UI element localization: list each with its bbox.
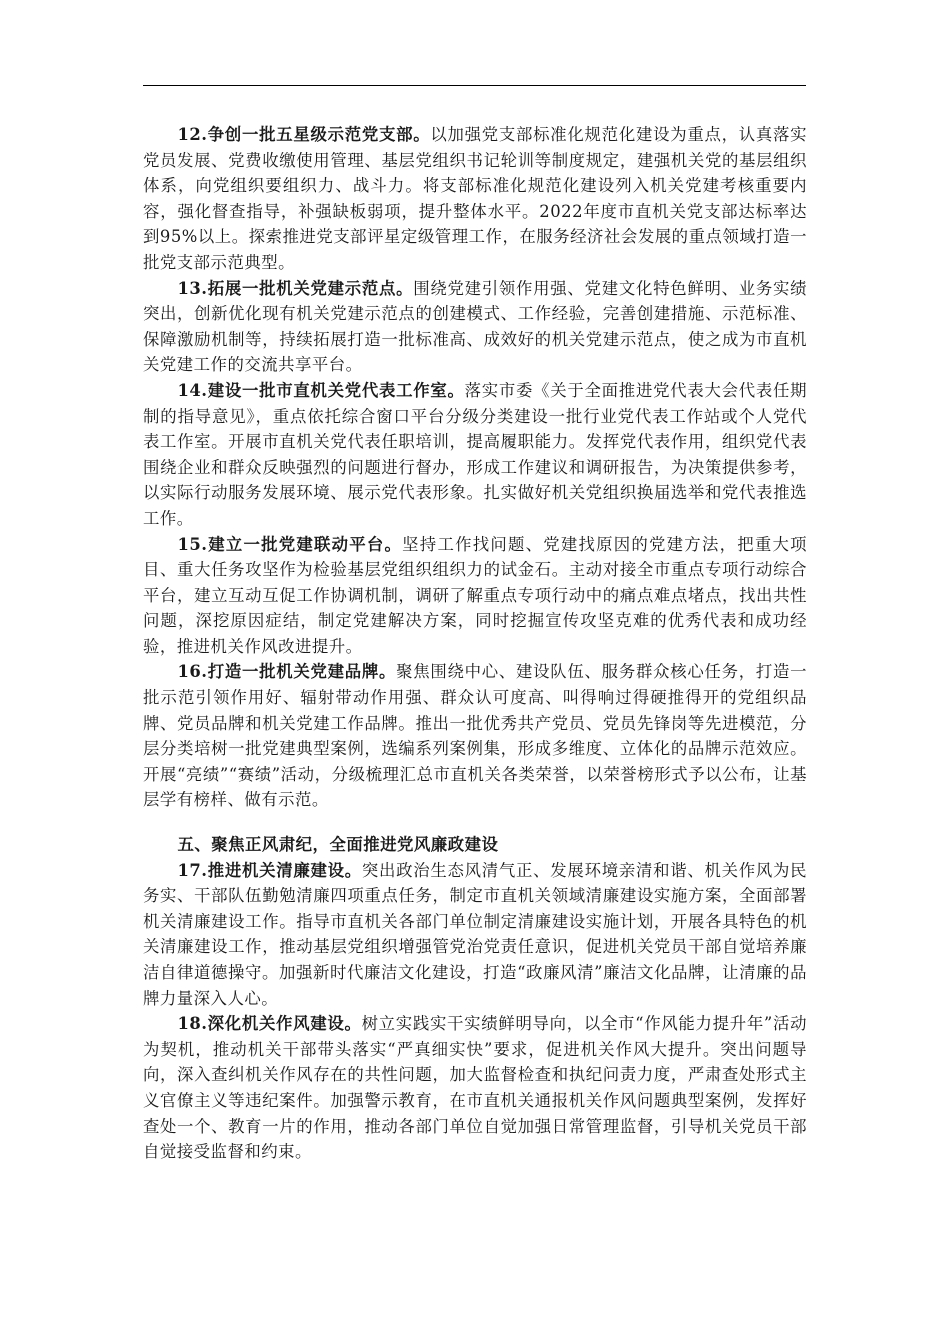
item-heading: 17.推进机关清廉建设。	[177, 860, 362, 880]
item-heading: 12.争创一批五星级示范党支部。	[177, 125, 431, 144]
paragraph-item-12	[143, 122, 807, 276]
item-text: 突出政治生态风清气正、发展环境亲清和谐、机关作风为民务实、干部队伍勤勉清廉四项重点任务，制定市直机关领域清廉建设实施方案，全面部署机关清廉建设工作。指导市直机关各部门单位制定清廉建设实施计划，开展各具特色的机关清廉建设工作，推动基层党组织增强管党治党责任意识，促进机关党员干部自觉培养廉洁自律道德操守。加强新时代廉洁文化建设，打造“政廉风清”廉洁文化品牌，让清廉的品牌力量深入人心。	[143, 860, 808, 1008]
item-text: 坚持工作找问题、党建找原因的党建方法，把重大项目、重大任务攻坚作为检验基层党组织组织力的试金石。主动对接全市重点专项行动综合平台，建立互动互促工作协调机制，调研了解重点专项行动中的痛点难点堵点，找出共性问题，深挖原因症结，制定党建解决方案，同时挖掘宣传攻坚克难的优秀代表和成功经验，推进机关作风改进提升。	[143, 534, 808, 656]
item-text: 以加强党支部标准化规范化建设为重点，认真落实党员发展、党费收缴使用管理、基层党组织书记轮训等制度规定，建强机关党的基层组织体系，向党组织要组织力、战斗力。将支部标准化规范化建设列入机关党建考核重要内容，强化督查指导，补强缺板弱项，提升整体水平。2022年度市直机关党支部达标率达到95%以上。探索推进党支部评星定级管理工作，在服务经济社会发展的重点领域打造一批党支部示范典型。	[143, 125, 808, 272]
section-heading: 五、聚焦正风肃纪，全面推进党风廉政建设	[177, 835, 499, 855]
item-text: 围绕党建引领作用强、党建文化特色鲜明、业务实绩突出，创新优化现有机关党建示范点的创建模式、工作经验，完善创建措施、示范标准、保障激励机制等，持续拓展打造一批标准高、成效好的机关党建示范点，使之成为市直机关党建工作的交流共享平台。	[143, 278, 808, 375]
item-heading: 13.拓展一批机关党建示范点。	[177, 278, 414, 298]
paragraph-item-13	[143, 276, 807, 378]
paragraph-item-16	[143, 659, 807, 813]
item-heading: 16.打造一批机关党建品牌。	[177, 662, 397, 682]
item-text: 聚焦围绕中心、建设队伍、服务群众核心任务，打造一批示范引领作用好、辐射带动作用强、群众认可度高、叫得响过得硬推得开的党组织品牌、党员品牌和机关党建工作品牌。推出一批优秀共产党员、党员先锋岗等先进模范，分层分类培树一批党建典型案例，选编系列案例集，形成多维度、立体化的品牌示范效应。开展“亮绩”“赛绩”活动，分级梳理汇总市直机关各类荣誉，以荣誉榜形式予以公布，让基层学有榜样、做有示范。	[143, 662, 808, 810]
item-heading: 14.建设一批市直机关党代表工作室。	[177, 380, 465, 400]
document-body	[143, 122, 807, 1165]
paragraph-item-14	[143, 378, 807, 532]
paragraph-item-15	[143, 532, 807, 660]
item-heading: 15.建立一批党建联动平台。	[177, 534, 403, 554]
item-text: 树立实践实干实绩鲜明导向，以全市“作风能力提升年”活动为契机，推动机关干部带头落实“严真细实快”要求，促进机关作风大提升。突出问题导向，深入查纠机关作风存在的共性问题，加大监督检查和执纪问责力度，严肃查处形式主义官僚主义等违纪案件。加强警示教育，在市直机关通报机关作风问题典型案例，发挥好查处一个、教育一片的作用，推动各部门单位自觉加强日常管理监督，引导机关党员干部自觉接受监督和约束。	[143, 1014, 808, 1162]
item-heading: 18.深化机关作风建设。	[177, 1014, 362, 1034]
paragraph-item-18	[143, 1011, 807, 1165]
item-text: 落实市委《关于全面推进党代表大会代表任期制的指导意见》，重点依托综合窗口平台分级分类建设一批行业党代表工作站或个人党代表工作室。开展市直机关党代表任职培训，提高履职能力。发挥党代表作用，组织党代表围绕企业和群众反映强烈的问题进行督办，形成工作建议和调研报告，为决策提供参考，以实际行动服务发展环境、展示党代表形象。扎实做好机关党组织换届选举和党代表推选工作。	[143, 380, 807, 528]
header-rule	[143, 85, 806, 86]
paragraph-item-17	[143, 858, 807, 1012]
